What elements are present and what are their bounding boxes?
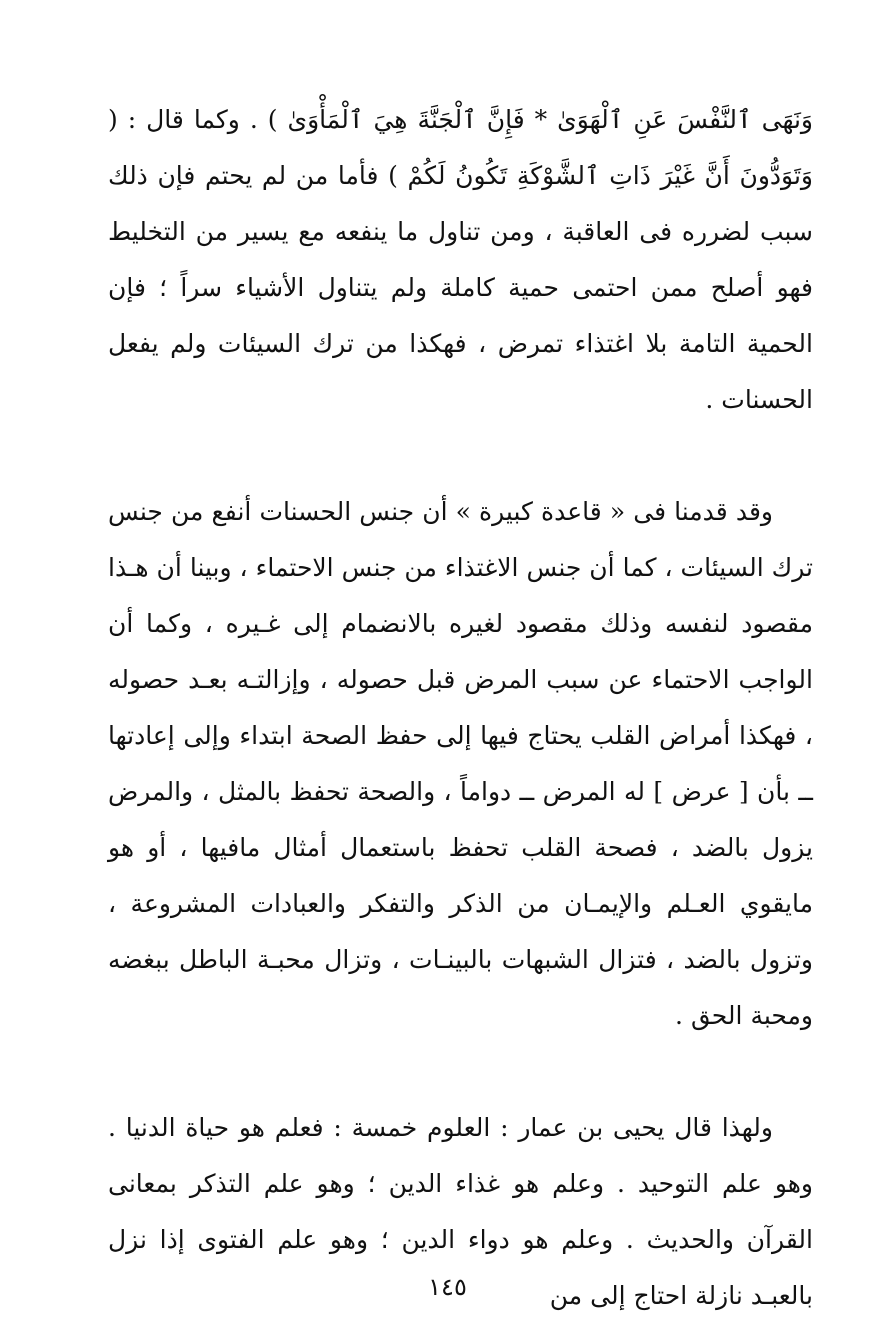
paragraph-spacer [108, 1044, 813, 1100]
paragraph-2: وقد قدمنا فى « قاعدة كبيرة » أن جنس الحسنات أنفع من جنس ترك السيئات ، كما أن جنس الاغتذاء من جنس الاحتماء ، وبينا أن هـذا مقصود لنفسه وذلك مقصود لغيره بالانضمام إلى غـيره ، وكما أن الواجب الاحتماء عن سبب المرض قبل حصوله ، وإزالتـه بعـد حصوله ، فهكذا أمراض القلب يحتاج فيها إلى حفظ الصحة ابتداء وإلى إعادتها ــ بأن [ عرض ] له المرض ــ دواماً ، والصحة تحفظ بالمثل ، والمرض يزول بالضد ، فصحة القلب تحفظ باستعمال أمثال مافيها ، أو هو مايقوي العـلم والإيمـان من الذكر والتفكر والعبادات المشروعة ، وتزول بالضد ، فتزال الشبهات بالبينـات ، وتزال محبـة الباطل ببغضه ومحبة الحق . [108, 497, 813, 1030]
paragraph-1: وَنَهَى ٱلنَّفْسَ عَنِ ٱلْهَوَىٰ * فَإِنَّ ٱلْجَنَّةَ هِيَ ٱلْمَأْوَىٰ ) . وكما قال : ( وَتَوَدُّونَ أَنَّ غَيْرَ ذَاتِ ٱلشَّوْكَةِ تَكُونُ لَكُمْ ) فأما من لم يحتم فإن ذلك سبب لضرره فى العاقبة ، ومن تناول ما ينفعه مع يسير من التخليط فهو أصلح ممن احتمى حمية كاملة ولم يتناول الأشياء سراً ؛ فإن الحمية التامة بلا اغتذاء تمرض ، فهكذا من ترك السيئات ولم يفعل الحسنات . [108, 105, 813, 414]
page-number: ١٤٥ [428, 1273, 467, 1301]
paragraph-3: ولهذا قال يحيى بن عمار : العلوم خمسة : فعلم هو حياة الدنيا . وهو علم التوحيد . وعلم هو غذاء الدين ؛ وهو علم التذكر بمعانى القرآن والحديث . وعلم هو دواء الدين ؛ وهو علم الفتوى إذا نزل بالعبـد نازلة احتاج إلى من [108, 1113, 813, 1310]
paragraph-spacer [108, 428, 813, 484]
page-body [108, 92, 813, 1324]
